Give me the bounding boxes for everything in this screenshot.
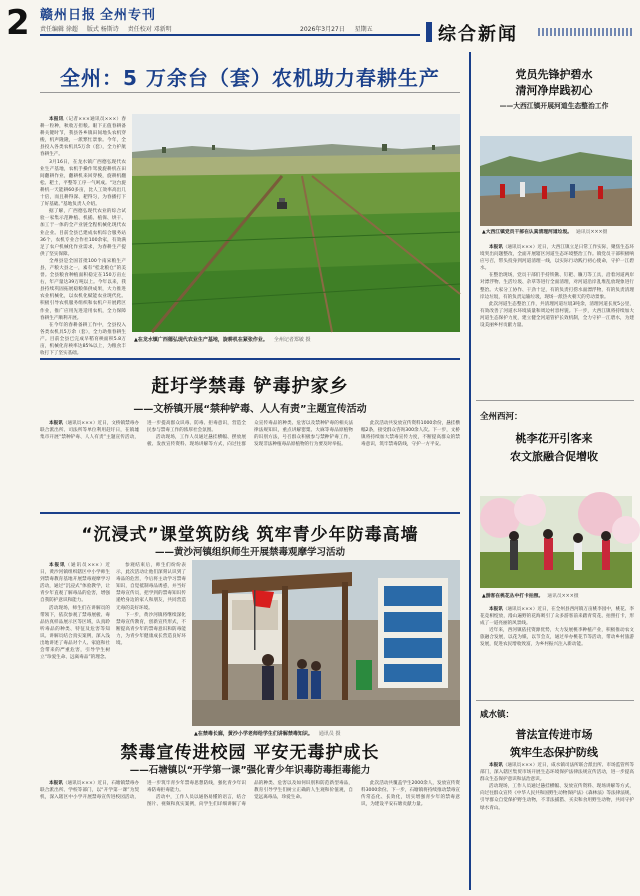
section-title: 综合新闻 [438, 24, 518, 45]
paragraph: 在整治现场，党员干部们手持铁锹、钉耙、镰刀等工具，沿着河道两岸对漂浮物、生活垃圾、杂草等进行全面清理，对河道沿岸乱堆乱放现象进行整治。大家分工协作、干劲十足，有的负责打捞水面漂浮物，有的负责清理岸边垃圾，有的负责运输垃圾，现场一派热火朝天的劳动景象。 [480, 273, 634, 300]
paragraph: （通讯员×××）近日，黄沙河镇组织辖区中小学师生到禁毒教育基地开展禁毒观摩学习活动，通过“沉浸式”体验教学，让青少年直观了解毒品的危害，增强自我防护意识和能力。 [40, 563, 110, 604]
right3-body [480, 762, 634, 890]
river-cleanup-photo [480, 136, 632, 226]
caption-text: ▲在禁毒长廊，黄沙小学老师给学生们讲解禁毒知识。 [194, 731, 313, 737]
article-lead: 本报讯 [489, 763, 503, 768]
caption-credit: 通讯员×××摄 [576, 230, 608, 235]
paragraph: 在今年的春耕备耕工作中，全县投入各类农机具5万余（套），全力助推春耕生产。目前全县已完成早稻育秧面积5.8万亩，机械化育秧率达85%以上，为粮食丰收打下了坚实基础。 [40, 322, 126, 357]
paragraph: 此次河道生态整治工作，共清理河道垃圾3吨余，清理河道长度5公里，有效改善了河道水环境质量和周边村容村貌。下一步，大西江镇将持续加大河道生态保护力度，建立健全河道管护长效机制，全力守护一江碧水，为建设美丽乡村贡献力量。 [480, 301, 634, 329]
editor-credit: 责任校对 邓新明 [127, 26, 172, 33]
headline-rule [40, 92, 460, 93]
paragraph: 此次活动共发放宣传资料1000余份，悬挂横幅2条，接受群众咨询300余人次。下一步，文桥镇将持续加大禁毒宣传力度，不断提高群众的禁毒意识，筑牢禁毒防线，守护一方平安。 [361, 421, 460, 448]
paragraph: 下一步，黄沙河镇将继续深化禁毒宣传教育，创新宣传形式，不断提高青少年的禁毒意识和防毒能力，为青少年健康成长营造良好环境。 [116, 612, 186, 647]
paragraph: （通讯员×××）近日，咸水镇司法所联合派出所、市场监管所等部门，深入辖区集贸市场开展生态环境保护法律法规宣传活动，进一步提高群众生态保护意识和法治意识。 [480, 763, 634, 783]
article2-body [40, 420, 460, 506]
right3-location: 咸水镇： [480, 710, 515, 720]
right3-title-line1: 普法宣传进市场 [515, 728, 593, 741]
article-lead: 本报讯 [49, 781, 63, 786]
caption-text: ▲游客在桃花丛中打卡拍照。 [482, 594, 544, 599]
article2-headline: 赶圩学禁毒 铲毒护家乡 [151, 376, 349, 397]
right3-title-line2: 筑牢生态保护防线 [510, 746, 598, 759]
editor-credit: 版式 杨斯诗 [86, 26, 119, 33]
paragraph: 活动现场，工作人员通过悬挂横幅、发放宣传资料、现场讲解等方式，向过往群众宣传《中华人民共和国野生动物保护法》《森林法》等法律法规，引导群众自觉保护野生动物，不非法捕猎、买卖和食用野生动物，共同守护绿水青山。 [480, 784, 634, 811]
peach-photo-caption [482, 592, 632, 599]
editor-credit: 责任编辑 徐超 [40, 26, 78, 33]
river-illustration [480, 136, 632, 226]
river-photo-caption [482, 228, 632, 235]
article1-body [40, 116, 126, 357]
right-rule [476, 400, 634, 401]
caption-text: ▲在龙水镇广西德弘现代农业生产基地，旋耕机在紧张作业。 [134, 337, 268, 343]
paragraph: 此次活动共覆盖学生2000余人，发放宣传资料3000余份。下一步，石塘镇将持续推动禁毒宣传常态化、长效化，切实增强青少年的禁毒意识，为建设平安石塘贡献力量。 [361, 781, 460, 808]
farmland-illustration [132, 114, 460, 332]
corridor-photo-caption [194, 730, 460, 737]
section-tag [426, 20, 636, 44]
article-lead: 本报讯 [489, 607, 503, 612]
paragraph: （通讯员×××）近日，大西江镇立足日常工作实际，聚焦生态环境突出问题整改，全面开展辖区河道生态环境整治工作。镇党员干部积极响应号召，带头投身到河道清理一线，以实际行动践行初心使命，守护一江碧水。 [480, 245, 634, 272]
paragraph: 据了解，广西德弘现代农业的综合试验一家集示范种植、机插、植保、烘干、加工于一体的全产业链全程机械化现代农业企业。目前全县已建成农机综合服务站36个，农机专业合作社100余家，有效满足了农户机械化作业需求，为春耕生产提供了坚实保障。 [40, 209, 126, 257]
special-name: 全州专刊 [100, 8, 157, 23]
caption-credit: 通讯员×××摄 [547, 594, 579, 599]
header-rule [40, 34, 420, 36]
paragraph: （记者×××通讯员×××）春耕一粒种，秋收万担粮。眼下正值春耕备耕关键时节，我县各乡镇田间地头农机穿梭，机声隆隆，一派繁忙景象。今年，全县投入各类农机具5万余（套），全力护航春耕生产。 [40, 117, 126, 158]
section-rule [40, 358, 460, 360]
paragraph: 全州县是全国首批100个南宋粮生产县，产粮大县之一，素有“桂北粮仓”的美誉。全县粮食种植面积稳定在150万亩左右，年产量达39万吨以上。今年以来，我县持续巩固拓展稳粮保供成果，大力推进农业机械化，以农机化赋能农业现代化。积极引导农机服务组织和农机户开展跨区作业，推广应用先进适用农机，全力保障春耕生产顺利开展。 [40, 258, 126, 321]
caption-text: ▲大西江镇党员干部在认真清理河道垃圾。 [482, 230, 573, 235]
right2-body [480, 606, 634, 696]
section-rule [40, 512, 460, 514]
peach-illustration [480, 496, 632, 588]
right1-title-line1: 党员先锋护碧水 [515, 68, 593, 81]
article1-headline: 全州：5 万余台（套）农机助力春耕生产 [60, 66, 440, 90]
article-lead: 本报讯 [49, 117, 64, 122]
article3-subheadline: ——黄沙河镇组织师生开展禁毒观摩学习活动 [154, 547, 345, 558]
date-line [300, 24, 381, 33]
anti-drug-corridor-photo [192, 560, 460, 726]
right2-title-line2: 农文旅融合促增收 [510, 450, 598, 463]
paragraph: 活动中，工作人员以通俗易懂的语言，结合图片、视频和真实案例，向学生们详细讲解了毒品的种类、危害以及如何识别和防范新型毒品，教育引导学生们树立正确的人生观和价值观，自觉远离毒品，珍爱生命。 [147, 781, 353, 808]
right1-subtitle: ——大西江镇开展河道生态整治工作 [499, 102, 609, 110]
article-lead: 本报讯 [489, 245, 503, 250]
caption-credit: 全州记者郑敏 摄 [273, 337, 311, 343]
farmland-photo-caption [134, 336, 460, 343]
article-lead: 本报讯 [49, 421, 63, 426]
farmland-photo [132, 114, 460, 332]
right1-body [480, 244, 634, 394]
issue-weekday: 星期五 [354, 26, 373, 33]
caption-credit: 通讯员 摄 [318, 731, 341, 737]
corridor-illustration [192, 560, 460, 726]
peach-blossom-photo [480, 496, 632, 588]
article4-body [40, 780, 460, 890]
page-number: 2 [6, 3, 30, 43]
right-rule [476, 700, 634, 701]
paragraph: （通讯员×××）近日，在全州县西河镇万亩桃李园中，桃花、李花竞相绽放，漫山遍野的花海吸引了众多游客前来踏青赏花、拍照打卡，形成了一道亮丽的风景线。 [480, 607, 634, 627]
masthead [0, 0, 640, 46]
article-lead: 本报讯 [49, 563, 66, 568]
right2-location: 全州西河： [480, 412, 523, 422]
article2-subheadline: ——文桥镇开展“禁种铲毒、人人有责”主题宣传活动 [133, 404, 367, 415]
article4-headline: 禁毒宣传进校园 平安无毒护成长 [120, 743, 380, 763]
paragraph: 活动现场，工作人员通过悬挂横幅、摆放展板、发放宣传资料、现场讲解等方式，向过往群众宣传毒品的种类、危害以及禁种铲毒的相关法律法规知识，重点讲解罂粟、大麻等毒品原植物的识别方法，号召群众积极参与禁种铲毒工作，发现非法种植毒品原植物的行为要及时举报。 [147, 421, 353, 448]
paragraph: 近年来，西河镇依托资源优势，大力发展桃李种植产业，积极推动农文旅融合发展，以花为媒，以节会友，通过举办桃花节等活动，带动乡村旅游发展，促进农民增收致富，为乡村振兴注入新动能。 [480, 628, 634, 648]
paper-name: 赣州日报 [40, 8, 97, 23]
paragraph: 3月16日，在龙水镇广西德弘现代农业生产基地，农机手操作驾驶旋耕机在田间翻耕作业，翻耕机来回穿梭，旋耕机翻松、耙土，平整等工序一气呵成。“这台旋耕机一天能耕60多亩，比人工效率高出几十倍，而且耕得深、耙得匀，为春播打下了好基础。”基地负责人介绍。 [40, 159, 126, 208]
issue-date: 2026年3月27日 [300, 26, 345, 33]
paragraph: 活动现场，师生们在讲解员的带领下，依次参观了禁毒展板、毒品仿真样品展示区等区域，认真聆听毒品的种类、特征及危害等知识。讲解员结合真实案例，深入浅出地讲述了毒品对个人、家庭和社会带来的严重危害，引导学生树立“珍爱生命、远离毒品”的理念。 [40, 605, 110, 661]
section-bar [426, 22, 432, 42]
article3-body [40, 562, 186, 728]
paragraph: 参观结束后，师生们纷纷表示，此次活动让他们深刻认识到了毒品的危害，今后将主动学习禁毒知识，自觉抵制毒品诱惑，并当好禁毒宣传员，把学到的禁毒知识传递给身边的家人和朋友，共同营造无毒的美好环境。 [116, 563, 186, 611]
paragraph: （通讯员×××）近日，文桥镇禁毒办联合派出所、司法所等单位利用赶圩日，在镇墟集市开展“禁种铲毒、人人有责”主题宣传活动，进一步提高群众识毒、防毒、拒毒意识，营造全民参与禁毒工作的浓厚社会氛围。 [40, 421, 246, 441]
column-divider [469, 52, 471, 890]
article3-headline: “沉浸式”课堂筑防线 筑牢青少年防毒高墙 [81, 525, 419, 545]
section-stripes [538, 28, 634, 36]
right1-title-line2: 清河净岸践初心 [515, 84, 593, 97]
article4-subheadline: ——石塘镇以“开学第一课”强化青少年识毒防毒拒毒能力 [129, 765, 371, 776]
paragraph: （通讯员×××）近日，石塘镇禁毒办联合派出所、学校等部门，以“开学第一课”为契机，深入辖区中小学开展禁毒宣传进校园活动，进一步筑牢青少年禁毒思想防线，强化青少年识毒防毒拒毒能力。 [40, 781, 246, 801]
editor-credits [40, 24, 179, 33]
right2-title-line1: 桃李花开引客来 [515, 432, 593, 445]
